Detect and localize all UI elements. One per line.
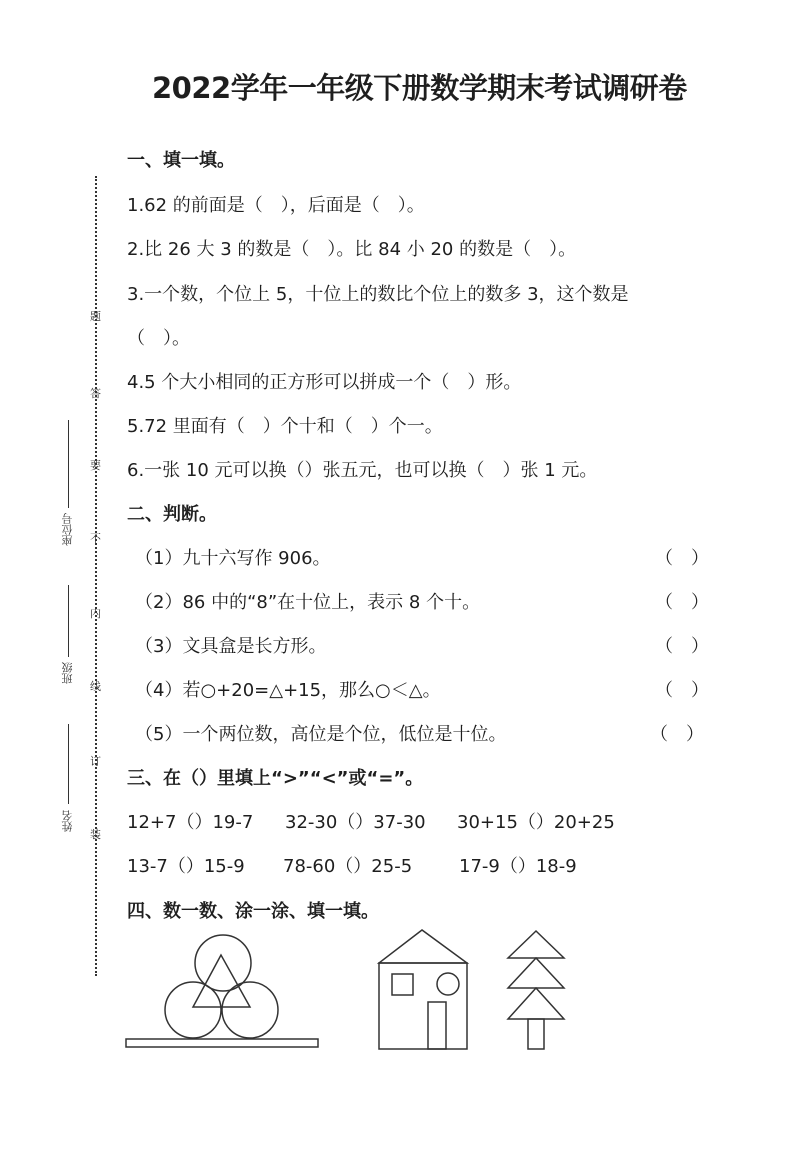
question-line: 2.比 26 大 3 的数是（ ）。比 84 小 20 的数是（ ）。 xyxy=(127,239,577,260)
name-line xyxy=(68,724,69,804)
judgement-item: （3）文具盒是长方形。 xyxy=(135,636,327,657)
answer-paren: （ ） xyxy=(655,636,709,657)
judgement-item: （5）一个两位数，高位是个位，低位是十位。 xyxy=(135,724,507,745)
margin-char: 要 xyxy=(90,459,101,472)
answer-paren: （ ） xyxy=(655,548,709,569)
name-label: 姓名 xyxy=(61,810,74,832)
question-line: 6.一张 10 元可以换（）张五元，也可以换（ ）张 1 元。 xyxy=(127,460,598,481)
compare-expression: 30+15（）20+25 xyxy=(457,812,615,833)
compare-expression: 17-9（）18-9 xyxy=(459,856,577,877)
section-1-heading: 一、填一填。 xyxy=(127,150,235,171)
answer-paren: （ ） xyxy=(650,724,704,745)
house-figure xyxy=(375,925,475,1055)
question-line: 5.72 里面有（ ）个十和（ ）个一。 xyxy=(127,416,443,437)
tree-figure xyxy=(500,925,575,1055)
question-line: 1.62 的前面是（ ），后面是（ ）。 xyxy=(127,195,425,216)
compare-expression: 32-30（）37-30 xyxy=(285,812,426,833)
class-line xyxy=(68,585,69,657)
answer-paren: （ ） xyxy=(655,680,709,701)
margin-char: 订 xyxy=(90,755,101,768)
compare-expression: 13-7（）15-9 xyxy=(127,856,245,877)
binding-dotted-line xyxy=(95,176,97,976)
class-label: 班级 xyxy=(61,662,74,684)
judgement-item: （4）若○+20=△+15，那么○＜△。 xyxy=(135,680,441,701)
section-4-heading: 四、数一数、涂一涂、填一填。 xyxy=(127,901,379,922)
margin-char: 内 xyxy=(90,607,101,620)
circles-triangle-figure xyxy=(120,925,330,1055)
seat-number-label: 座位号 xyxy=(61,513,74,546)
seat-number-line xyxy=(68,420,69,508)
judgement-item: （1）九十六写作 906。 xyxy=(135,548,331,569)
margin-char: 线 xyxy=(90,680,101,693)
judgement-item: （2）86 中的“8”在十位上，表示 8 个十。 xyxy=(135,592,481,613)
exam-title: 2022学年一年级下册数学期末考试调研卷 xyxy=(152,71,687,105)
compare-expression: 12+7（）19-7 xyxy=(127,812,254,833)
section-3-heading: 三、在（）里填上“>”“<”或“=”。 xyxy=(127,768,424,789)
question-line: 4.5 个大小相同的正方形可以拼成一个（ ）形。 xyxy=(127,372,522,393)
margin-char: 不 xyxy=(90,532,101,545)
question-line: （ ）。 xyxy=(127,328,190,349)
section-2-heading: 二、判断。 xyxy=(127,504,217,525)
margin-char: 答 xyxy=(90,387,101,400)
answer-paren: （ ） xyxy=(655,592,709,613)
margin-char: 题 xyxy=(90,310,101,323)
question-line: 3.一个数，个位上 5，十位上的数比个位上的数多 3，这个数是 xyxy=(127,284,629,305)
margin-char: 装 xyxy=(90,828,101,841)
compare-expression: 78-60（）25-5 xyxy=(283,856,413,877)
